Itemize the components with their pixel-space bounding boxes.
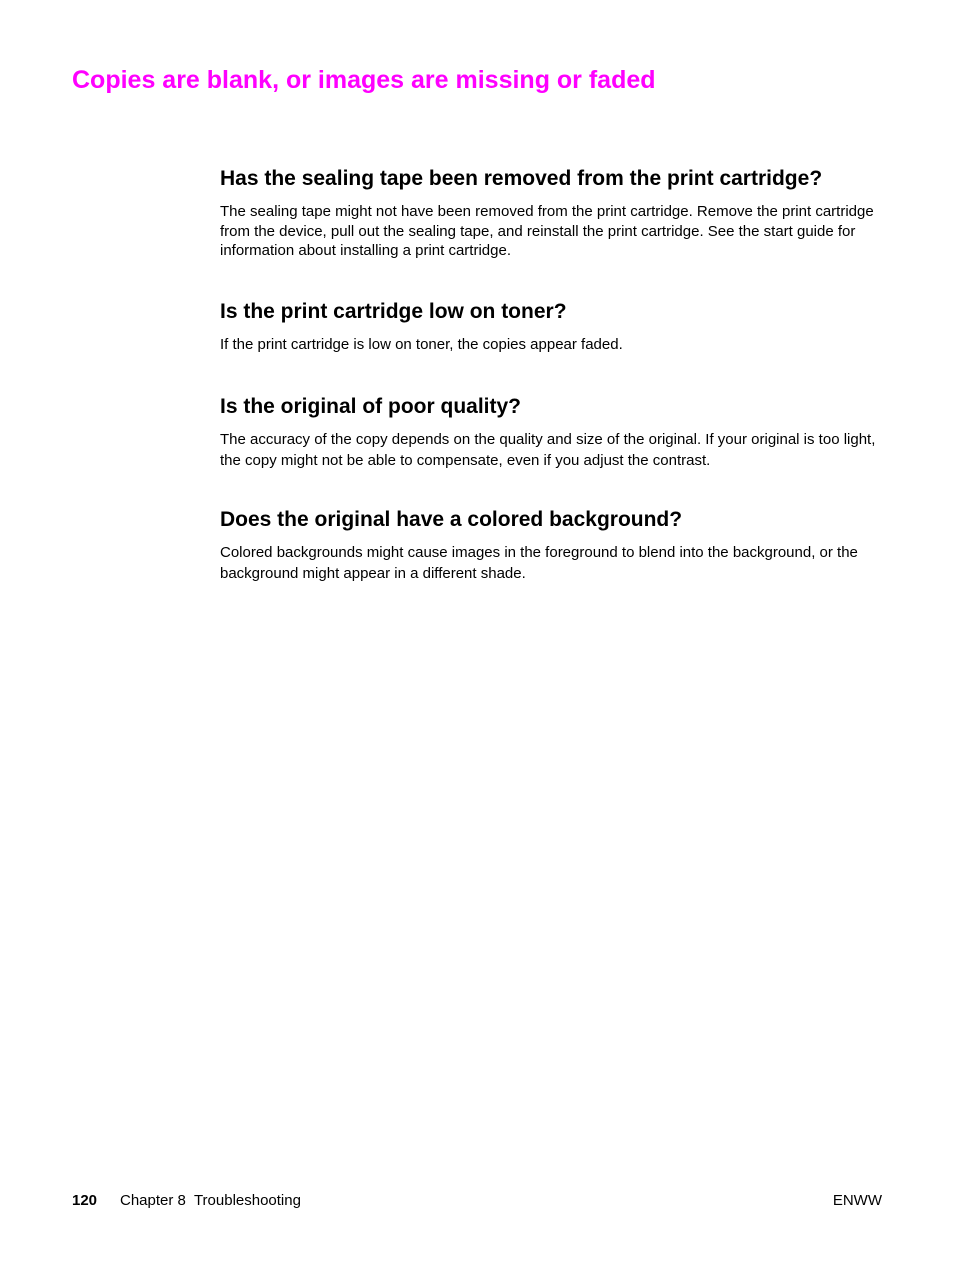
page-title: Copies are blank, or images are missing or faded [72, 66, 656, 94]
footer-chapter: Chapter 8 Troubleshooting [120, 1192, 301, 1209]
section-body: The accuracy of the copy depends on the quality and size of the original. If your original is too light, the copy might not be able to compensate, even if you adjust the contrast. [220, 431, 876, 469]
footer-locale-label: ENWW [832, 1192, 882, 1209]
section-heading: Is the print cartridge low on toner? [220, 300, 567, 323]
section-heading: Does the original have a colored background? [220, 508, 683, 531]
page-number: 120 [72, 1192, 98, 1209]
page-footer [72, 1191, 882, 1211]
section-body: If the print cartridge is low on toner, the copies appear faded. [220, 336, 623, 353]
section-low-toner [220, 298, 888, 355]
section-colored-background [220, 506, 888, 584]
section-body: The sealing tape might not have been removed from the print cartridge. Remove the print cartridge from the device, pull out the sealing tape, and reinstall the print cartridge. See the start guide for information about installing a print cartridge. [220, 203, 874, 260]
section-body: Colored backgrounds might cause images in the foreground to blend into the background, or the background might appear in a different shade. [220, 544, 858, 582]
section-poor-quality-original [220, 393, 888, 471]
section-heading: Has the sealing tape been removed from the print cartridge? [220, 167, 823, 190]
section-sealing-tape [220, 165, 888, 261]
section-heading: Is the original of poor quality? [220, 395, 522, 418]
